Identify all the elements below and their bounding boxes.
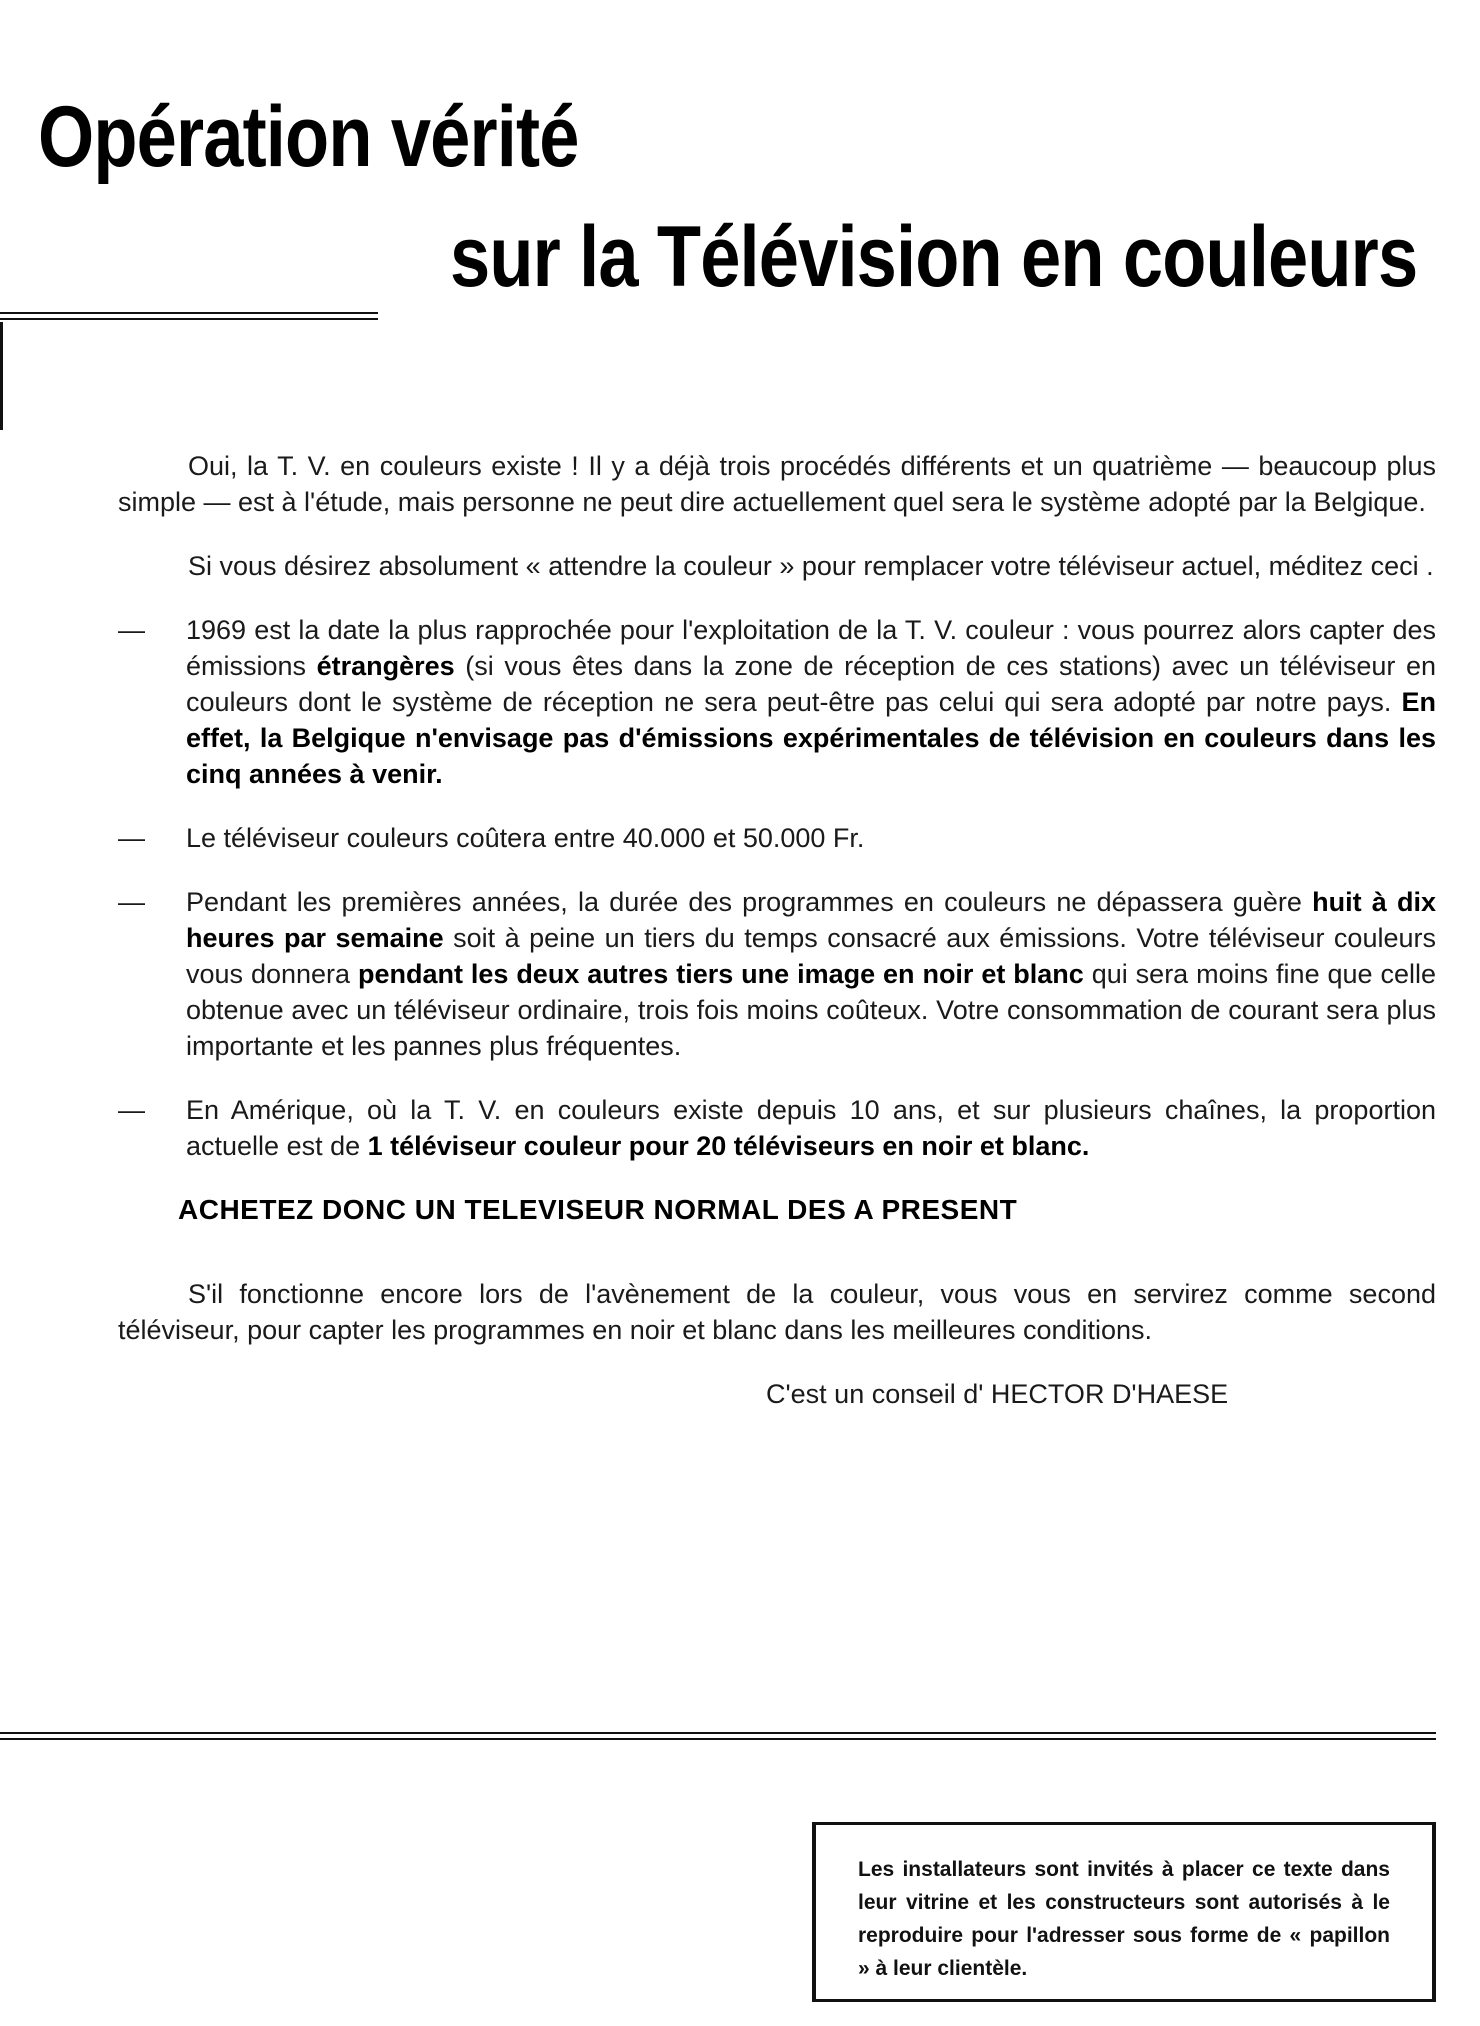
bullet-1-text bbox=[186, 612, 1436, 792]
bullet-dash: — bbox=[118, 1095, 145, 1125]
bullet-1-bold-part: En effet, la Belgique n'envisage pas d'émissions expérimentales de télévision en couleurs dans les cinq années à venir. bbox=[186, 687, 1436, 789]
bullet-1-text-part: 1969 est la date la plus rapprochée pour l'exploitation de la T. V. couleur : vous pourrez alors capter des émissions bbox=[186, 615, 1436, 681]
bullet-dash: — bbox=[118, 887, 145, 917]
title-line-1: Opération vérité bbox=[38, 89, 579, 185]
bullet-1 bbox=[118, 612, 1436, 792]
installer-notice-text: Les installateurs sont invités à placer ce texte dans leur vitrine et les constructeurs sont autorisés à le reproduire pour l'adresser sous forme de « papillon » à leur clientèle. bbox=[858, 1858, 1390, 1980]
bullet-2 bbox=[118, 820, 1436, 856]
bullet-2-text: Le téléviseur couleurs coûtera entre 40.000 et 50.000 Fr. bbox=[186, 823, 865, 853]
signature: C'est un conseil d' HECTOR D'HAESE bbox=[766, 1379, 1229, 1409]
bullet-3-text-part: Pendant les premières années, la durée des programmes en couleurs ne dépassera guère bbox=[186, 887, 1313, 917]
bullet-3-bold-part: huit à dix heures par semaine bbox=[186, 887, 1436, 953]
call-to-action-headline: ACHETEZ DONC UN TELEVISEUR NORMAL DES A PRESENT bbox=[178, 1194, 1018, 1225]
second-paragraph: Si vous désirez absolument « attendre la couleur » pour remplacer votre téléviseur actuel, méditez ceci . bbox=[188, 551, 1434, 581]
bullet-4-bold-part: 1 téléviseur couleur pour 20 téléviseurs en noir et blanc. bbox=[367, 1131, 1090, 1161]
bullet-3 bbox=[118, 884, 1436, 1064]
bullet-3-text-part: qui sera moins fine que celle obtenue avec un téléviseur ordinaire, trois fois moins coûteux. Votre consommation de courant sera plus importante et les pannes plus fréquentes. bbox=[186, 959, 1436, 1061]
bullet-4 bbox=[118, 1092, 1436, 1164]
article-body bbox=[118, 448, 1436, 1412]
bullet-1-bold-part: étrangères bbox=[316, 651, 455, 681]
bullet-3-bold-part: pendant les deux autres tiers une image en noir et blanc bbox=[357, 959, 1084, 989]
left-vertical-bar bbox=[0, 322, 3, 430]
intro-paragraph: Oui, la T. V. en couleurs existe ! Il y a déjà trois procédés différents et un quatrième — beaucoup plus simple — est à l'étude, mais personne ne peut dire actuellement quel sera le système adopté par la Belgique. bbox=[118, 451, 1436, 517]
bottom-double-rule bbox=[0, 1732, 1436, 1740]
bullet-4-text bbox=[186, 1092, 1436, 1164]
title-line-2: sur la Télévision en couleurs bbox=[450, 209, 1418, 305]
bullet-3-text-part: soit à peine un tiers du temps consacré aux émissions. Votre téléviseur couleurs vous donnera bbox=[186, 923, 1436, 989]
bullet-1-text-part: (si vous êtes dans la zone de réception de ces stations) avec un téléviseur en couleurs dont le système de réception ne sera peut-être pas celui qui sera adopté par notre pays. bbox=[186, 651, 1436, 717]
top-double-rule bbox=[0, 312, 378, 320]
bullet-dash: — bbox=[118, 823, 145, 853]
bullet-3-text bbox=[186, 884, 1436, 1064]
closing-paragraph: S'il fonctionne encore lors de l'avènement de la couleur, vous vous en servirez comme second téléviseur, pour capter les programmes en noir et blanc dans les meilleures conditions. bbox=[118, 1279, 1436, 1345]
bullet-dash: — bbox=[118, 615, 145, 645]
bullet-4-text-part: En Amérique, où la T. V. en couleurs existe depuis 10 ans, et sur plusieurs chaînes, la proportion actuelle est de bbox=[186, 1095, 1436, 1161]
installer-notice-box bbox=[812, 1822, 1436, 2002]
